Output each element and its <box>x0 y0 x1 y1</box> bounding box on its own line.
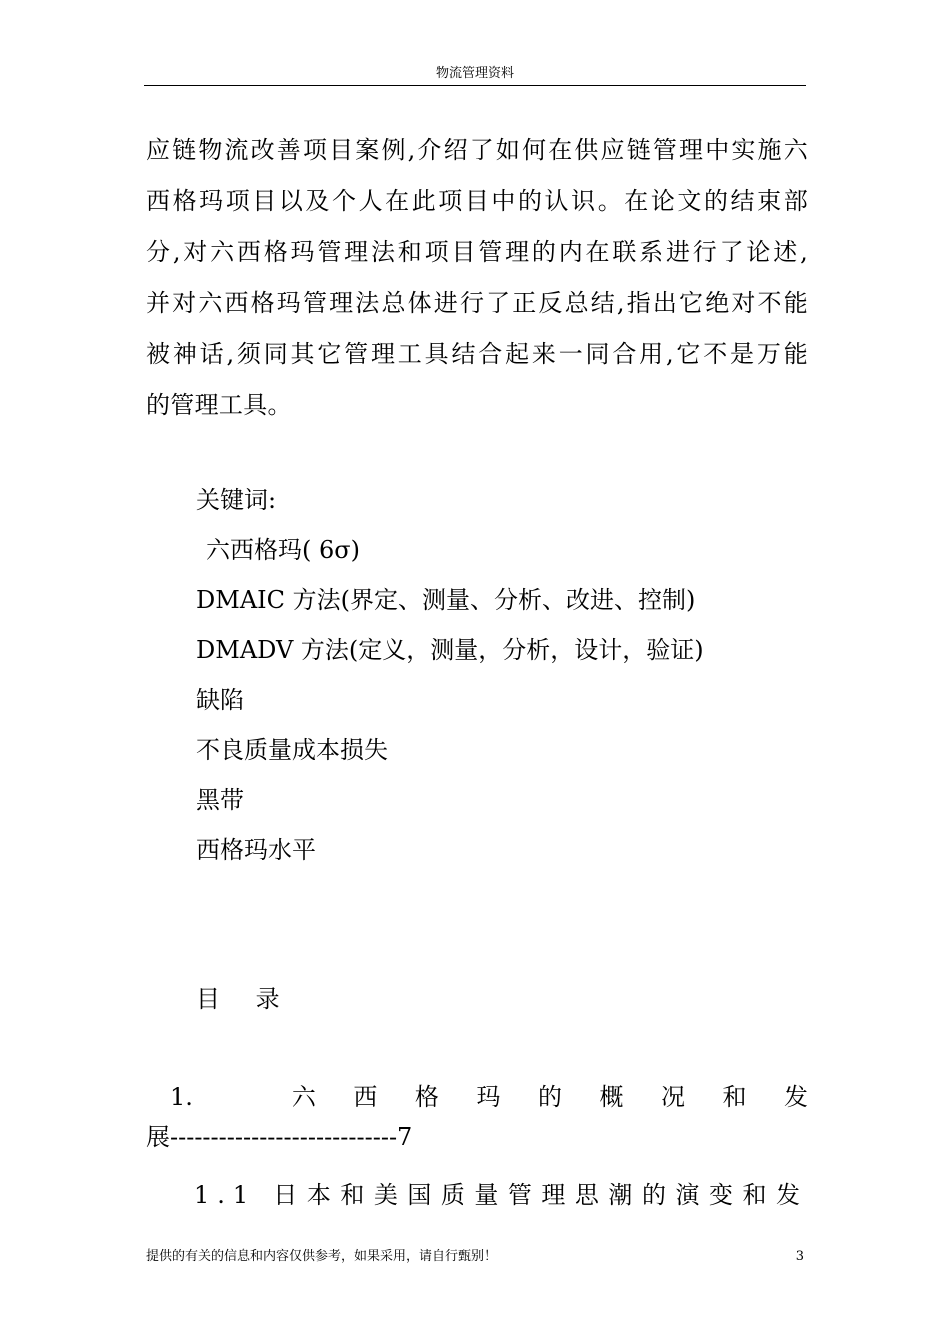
keyword-item: 黑带 <box>196 786 244 814</box>
header-rule <box>144 85 806 86</box>
page-number: 3 <box>795 1249 804 1264</box>
running-header: 物流管理资料 <box>435 66 514 81</box>
paragraph-line: 应链物流改善项目案例,介绍了如何在供应链管理中实施六 <box>146 136 808 164</box>
abstract-paragraph <box>146 125 808 431</box>
toc-entry-line: 展----------------------------7 <box>146 1123 413 1151</box>
keyword-item: DMADV 方法(定义，测量，分析，设计，验证) <box>196 636 704 664</box>
paragraph-line: 被神话,须同其它管理工具结合起来一同合用,它不是万能 <box>146 340 808 368</box>
keyword-item: DMAIC 方法(界定、测量、分析、改进、控制) <box>196 586 696 614</box>
toc-entry-line: 1.1 日本和美国质量管理思潮的演变和发 <box>194 1181 808 1209</box>
keyword-item: 不良质量成本损失 <box>196 736 388 764</box>
keyword-item: 六西格玛( 6σ) <box>206 536 361 564</box>
toc-entry <box>146 1175 808 1215</box>
footer-disclaimer: 提供的有关的信息和内容仅供参考，如果采用，请自行甄别！ <box>146 1249 498 1264</box>
toc-entry <box>146 1077 808 1157</box>
keywords-label: 关键词: <box>196 486 277 514</box>
paragraph-line: 分,对六西格玛管理法和项目管理的内在联系进行了论述, <box>146 238 808 266</box>
toc-title: 目 录 <box>196 985 294 1013</box>
paragraph-line: 西格玛项目以及个人在此项目中的认识。在论文的结束部 <box>146 187 808 215</box>
paragraph-line: 并对六西格玛管理法总体进行了正反总结,指出它绝对不能 <box>146 289 808 317</box>
keywords-section <box>196 475 704 875</box>
toc-entry-line: 1. 六 西 格 玛 的 概 况 和 发 <box>170 1083 808 1111</box>
paragraph-line: 的管理工具。 <box>146 391 292 419</box>
keyword-item: 缺陷 <box>196 686 244 714</box>
keyword-item: 西格玛水平 <box>196 836 316 864</box>
